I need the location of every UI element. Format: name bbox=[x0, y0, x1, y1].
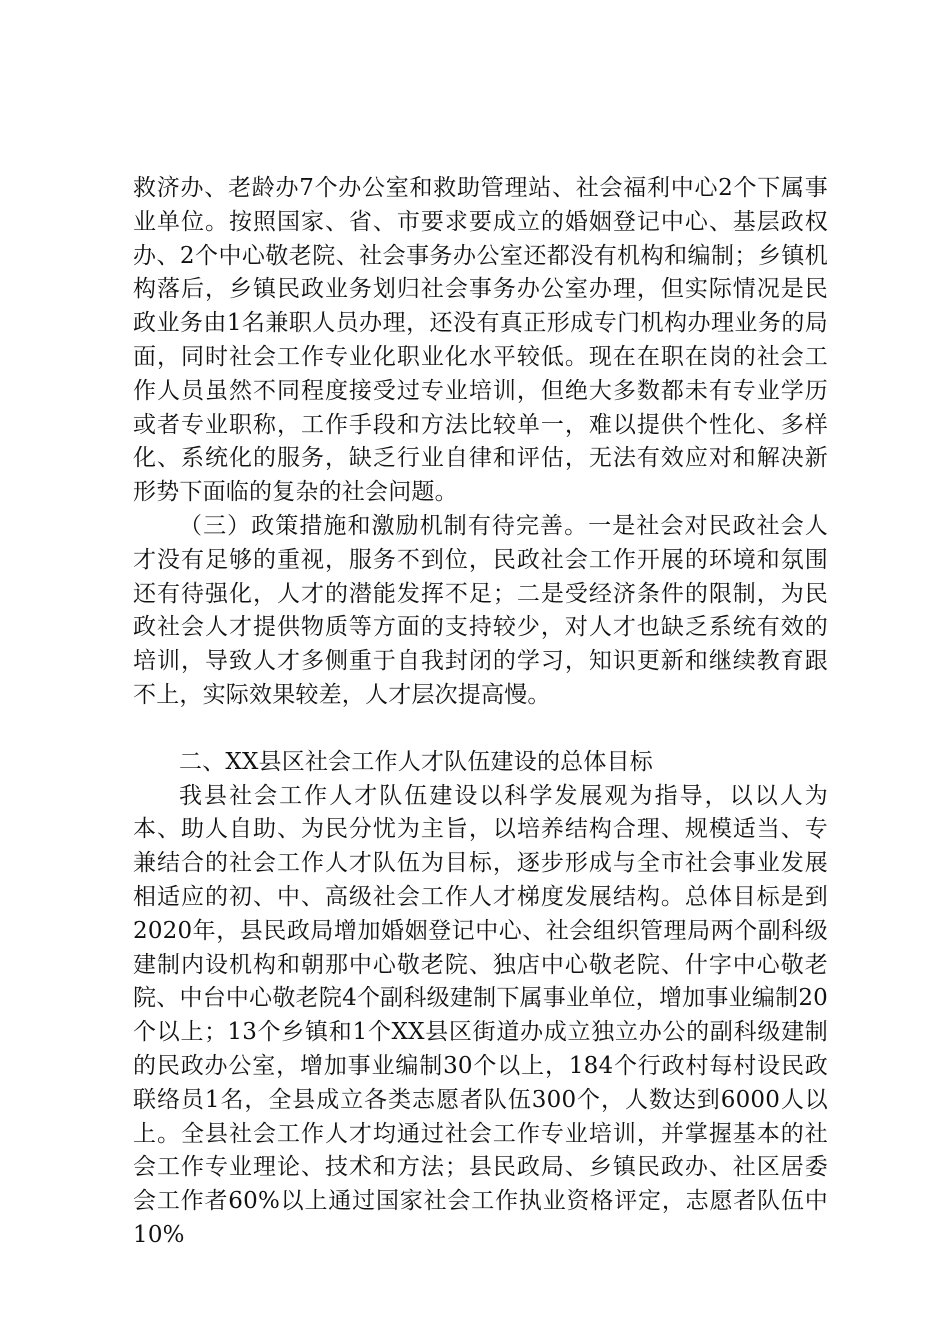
document-body bbox=[133, 172, 828, 1253]
section-heading-overall-goals: 二、XX县区社会工作人才队伍建设的总体目标 bbox=[179, 748, 653, 775]
paragraph-overall-goals: 我县社会工作人才队伍建设以科学发展观为指导，以以人为本、助人自助、为民分忧为主旨，以培养结构合理、规模适当、专兼结合的社会工作人才队伍为目标，逐步形成与全市社会事业发展相适应的初、中、高级社会工作人才梯度发展结构。总体目标是到2020年，县民政局增加婚姻登记中心、社会组织管理局两个副科级建制内设机构和朝那中心敬老院、独店中心敬老院、什字中心敬老院、中台中心敬老院4个副科级建制下属事业单位，增加事业编制20个以上；13个乡镇和1个XX县区街道办成立独立办公的副科级建制的民政办公室，增加事业编制30个以上，184个行政村每村设民政联络员1名，全县成立各类志愿者队伍300个，人数达到6000人以上。全县社会工作人才均通过社会工作专业培训，并掌握基本的社会工作专业理论、技术和方法；县民政局、乡镇民政办、社区居委会工作者60%以上通过国家社会工作执业资格评定，志愿者队伍中10% bbox=[133, 782, 828, 1248]
paragraph-institutions: 救济办、老龄办7个办公室和救助管理站、社会福利中心2个下属事业单位。按照国家、省、市要求要成立的婚姻登记中心、基层政权办、2个中心敬老院、社会事务办公室还都没有机构和编制；乡镇机构落后，乡镇民政业务划归社会事务办公室办理，但实际情况是民政业务由1名兼职人员办理，还没有真正形成专门机构办理业务的局面，同时社会工作专业化职业化水平较低。现在在职在岗的社会工作人员虽然不同程度接受过专业培训，但绝大多数都未有专业学历或者专业职称，工作手段和方法比较单一，难以提供个性化、多样化、系统化的服务，缺乏行业自律和评估，无法有效应对和解决新形势下面临的复杂的社会问题。 bbox=[133, 175, 828, 506]
paragraph-policy-measures: （三）政策措施和激励机制有待完善。一是社会对民政社会人才没有足够的重视，服务不到位，民政社会工作开展的环境和氛围还有待强化，人才的潜能发挥不足；二是受经济条件的限制，为民政社会人才提供物质等方面的支持较少，对人才也缺乏系统有效的培训，导致人才多侧重于自我封闭的学习，知识更新和继续教育跟不上，实际效果较差，人才层次提高慢。 bbox=[133, 512, 828, 708]
